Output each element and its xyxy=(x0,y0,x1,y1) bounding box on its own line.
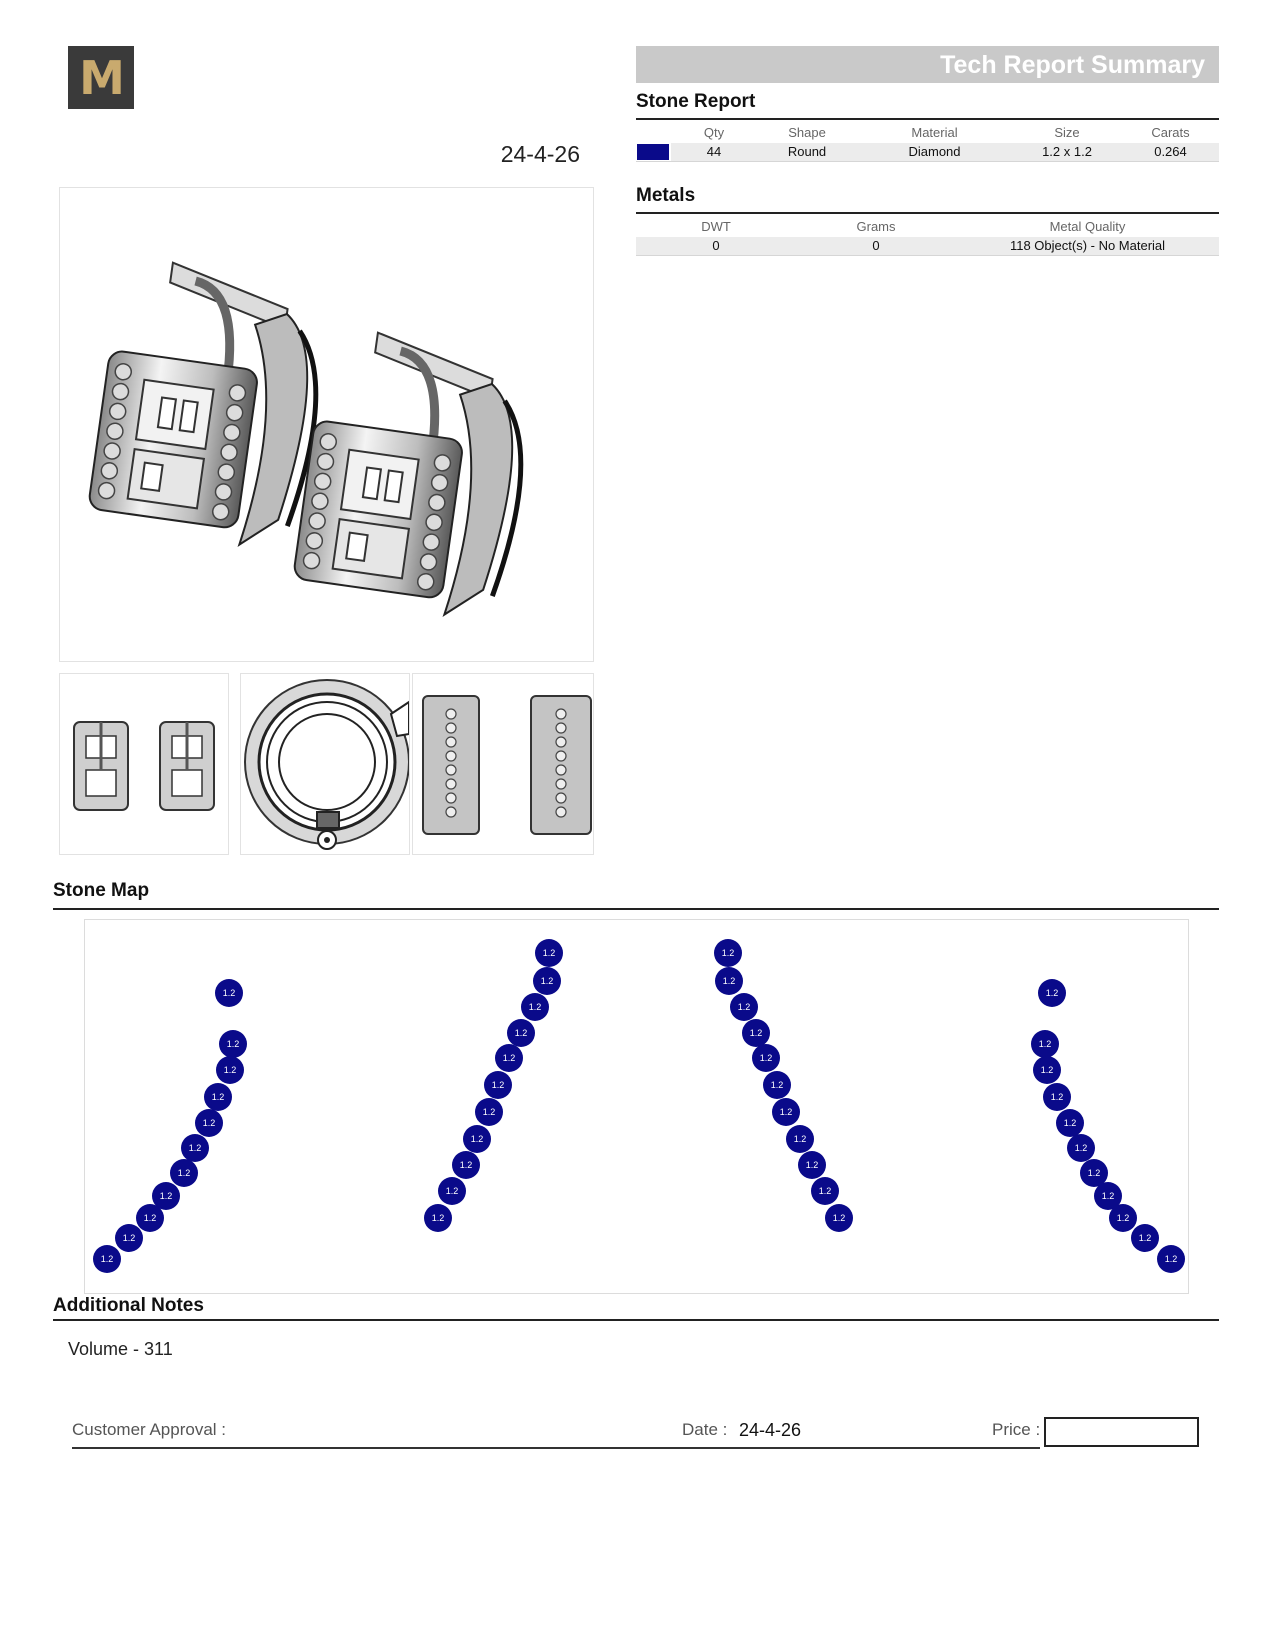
stone-marker-label: 1.2 xyxy=(818,1186,832,1196)
stone-marker xyxy=(115,1224,143,1252)
metals-header-row xyxy=(636,215,1219,237)
stone-marker-label: 1.2 xyxy=(722,976,736,986)
price-field[interactable] xyxy=(1044,1417,1199,1447)
qty-cell: 44 xyxy=(671,143,757,161)
stone-marker xyxy=(1038,979,1066,1007)
stone-marker xyxy=(215,979,243,1007)
stone-marker-label: 1.2 xyxy=(1038,1039,1052,1049)
stone-marker xyxy=(1131,1224,1159,1252)
stone-marker xyxy=(195,1109,223,1137)
stone-marker-label: 1.2 xyxy=(177,1168,191,1178)
stone-marker xyxy=(463,1125,491,1153)
stone-report-rule xyxy=(636,118,1219,120)
stone-marker-label: 1.2 xyxy=(1087,1168,1101,1178)
stone-marker-label: 1.2 xyxy=(159,1191,173,1201)
metal-quality-column-header: Metal Quality xyxy=(1049,218,1126,234)
table-row xyxy=(636,143,1219,161)
stone-marker xyxy=(1157,1245,1185,1273)
stone-marker xyxy=(1067,1134,1095,1162)
stone-report-table xyxy=(636,121,1219,162)
stone-marker-label: 1.2 xyxy=(749,1028,763,1038)
grams-cell: 0 xyxy=(796,237,956,255)
stone-marker-label: 1.2 xyxy=(1045,988,1059,998)
stone-marker-label: 1.2 xyxy=(721,948,735,958)
stone-marker-label: 1.2 xyxy=(514,1028,528,1038)
stone-map-panel xyxy=(84,919,1189,1294)
metals-rule xyxy=(636,212,1219,214)
stone-marker-label: 1.2 xyxy=(1164,1254,1178,1264)
stone-marker xyxy=(1043,1083,1071,1111)
stone-report-header-row xyxy=(636,121,1219,143)
grams-column-header: Grams xyxy=(856,218,896,234)
stone-marker-label: 1.2 xyxy=(1050,1092,1064,1102)
stone-marker-label: 1.2 xyxy=(1138,1233,1152,1243)
stone-marker xyxy=(825,1204,853,1232)
metals-heading: Metals xyxy=(636,185,696,206)
stone-marker xyxy=(475,1098,503,1126)
stone-marker xyxy=(521,993,549,1021)
stone-marker xyxy=(798,1151,826,1179)
stone-marker-label: 1.2 xyxy=(779,1107,793,1117)
price-label: Price : xyxy=(992,1420,1041,1439)
earrings-render xyxy=(60,188,593,661)
size-column-header: Size xyxy=(1054,124,1080,140)
stone-marker xyxy=(452,1151,480,1179)
swatch-column-header xyxy=(636,121,671,143)
stone-marker-label: 1.2 xyxy=(805,1160,819,1170)
stone-marker-label: 1.2 xyxy=(793,1134,807,1144)
stone-marker xyxy=(772,1098,800,1126)
stone-marker-label: 1.2 xyxy=(502,1053,516,1063)
stone-marker xyxy=(136,1204,164,1232)
side-view-render xyxy=(241,674,409,854)
stone-marker-label: 1.2 xyxy=(222,988,236,998)
profile-view-render xyxy=(413,674,593,854)
stone-marker xyxy=(181,1134,209,1162)
qty-column-header: Qty xyxy=(703,124,725,140)
stone-marker-label: 1.2 xyxy=(122,1233,136,1243)
metal-quality-cell: 118 Object(s) - No Material xyxy=(956,237,1219,255)
dwt-cell: 0 xyxy=(636,237,796,255)
stone-marker xyxy=(424,1204,452,1232)
stone-marker-label: 1.2 xyxy=(491,1080,505,1090)
additional-notes-rule xyxy=(53,1319,1219,1321)
stone-marker xyxy=(438,1177,466,1205)
earring-right xyxy=(291,326,539,623)
stone-marker-label: 1.2 xyxy=(1116,1213,1130,1223)
main-render-image xyxy=(59,187,594,662)
stone-marker xyxy=(811,1177,839,1205)
stone-marker-label: 1.2 xyxy=(143,1213,157,1223)
stone-marker xyxy=(484,1071,512,1099)
stone-marker-label: 1.2 xyxy=(759,1053,773,1063)
stone-map-rule xyxy=(53,908,1219,910)
stone-marker xyxy=(495,1044,523,1072)
metals-table xyxy=(636,215,1219,256)
stone-marker xyxy=(786,1125,814,1153)
stone-marker-label: 1.2 xyxy=(459,1160,473,1170)
stone-marker xyxy=(216,1056,244,1084)
stone-marker xyxy=(219,1030,247,1058)
stone-marker xyxy=(535,939,563,967)
stone-marker-label: 1.2 xyxy=(482,1107,496,1117)
earring-left xyxy=(86,256,334,553)
stone-marker-label: 1.2 xyxy=(542,948,556,958)
stone-marker xyxy=(1109,1204,1137,1232)
logo-letter: M xyxy=(79,50,123,105)
stone-color-swatch xyxy=(637,144,669,160)
thumbnail-profile-view[interactable] xyxy=(412,673,594,855)
color-swatch-cell xyxy=(636,143,671,161)
stone-marker-label: 1.2 xyxy=(1063,1118,1077,1128)
stone-marker xyxy=(533,967,561,995)
stone-marker xyxy=(93,1245,121,1273)
report-title-bar xyxy=(636,46,1219,83)
stone-marker-label: 1.2 xyxy=(1101,1191,1115,1201)
stone-marker xyxy=(1031,1030,1059,1058)
stone-marker-label: 1.2 xyxy=(470,1134,484,1144)
material-cell: Diamond xyxy=(857,143,1012,161)
stone-marker-label: 1.2 xyxy=(211,1092,225,1102)
carats-column-header: Carats xyxy=(1151,124,1190,140)
stone-marker-label: 1.2 xyxy=(528,1002,542,1012)
signature-line xyxy=(72,1447,1040,1449)
stone-marker xyxy=(204,1083,232,1111)
report-title: Tech Report Summary xyxy=(940,51,1205,79)
table-row xyxy=(636,237,1219,255)
stone-marker xyxy=(752,1044,780,1072)
approval-date-value: 24-4-26 xyxy=(739,1420,802,1440)
customer-approval-label: Customer Approval : xyxy=(72,1420,227,1439)
stone-marker-label: 1.2 xyxy=(202,1118,216,1128)
stone-marker-label: 1.2 xyxy=(445,1186,459,1196)
stone-marker xyxy=(714,939,742,967)
additional-notes-heading: Additional Notes xyxy=(53,1295,204,1316)
stone-marker xyxy=(1056,1109,1084,1137)
stone-marker xyxy=(742,1019,770,1047)
company-logo xyxy=(68,46,134,109)
stone-marker xyxy=(763,1071,791,1099)
notes-text: Volume - 311 xyxy=(68,1339,173,1359)
stone-marker-label: 1.2 xyxy=(832,1213,846,1223)
stone-marker-label: 1.2 xyxy=(540,976,554,986)
stone-marker xyxy=(170,1159,198,1187)
stone-marker-label: 1.2 xyxy=(431,1213,445,1223)
stone-marker-label: 1.2 xyxy=(188,1143,202,1153)
material-column-header: Material xyxy=(911,124,958,140)
stone-marker-label: 1.2 xyxy=(223,1065,237,1075)
thumbnail-front-view[interactable] xyxy=(59,673,229,855)
report-date: 24-4-26 xyxy=(500,141,580,167)
carats-cell: 0.264 xyxy=(1122,143,1219,161)
stone-marker-label: 1.2 xyxy=(1074,1143,1088,1153)
stone-marker-label: 1.2 xyxy=(770,1080,784,1090)
size-cell: 1.2 x 1.2 xyxy=(1012,143,1122,161)
stone-map-heading: Stone Map xyxy=(53,880,150,901)
thumbnail-side-view[interactable] xyxy=(240,673,410,855)
stone-marker xyxy=(715,967,743,995)
stone-marker-label: 1.2 xyxy=(737,1002,751,1012)
stone-marker xyxy=(507,1019,535,1047)
approval-date-label: Date : xyxy=(682,1420,728,1439)
stone-marker-label: 1.2 xyxy=(1040,1065,1054,1075)
stone-map-canvas xyxy=(85,920,1188,1293)
stone-marker-label: 1.2 xyxy=(100,1254,114,1264)
front-view-render xyxy=(60,674,228,854)
stone-report-heading: Stone Report xyxy=(636,91,756,112)
stone-marker xyxy=(730,993,758,1021)
stone-marker-label: 1.2 xyxy=(226,1039,240,1049)
dwt-column-header: DWT xyxy=(701,218,731,234)
shape-cell: Round xyxy=(757,143,857,161)
stone-marker xyxy=(1033,1056,1061,1084)
shape-column-header: Shape xyxy=(788,124,826,140)
